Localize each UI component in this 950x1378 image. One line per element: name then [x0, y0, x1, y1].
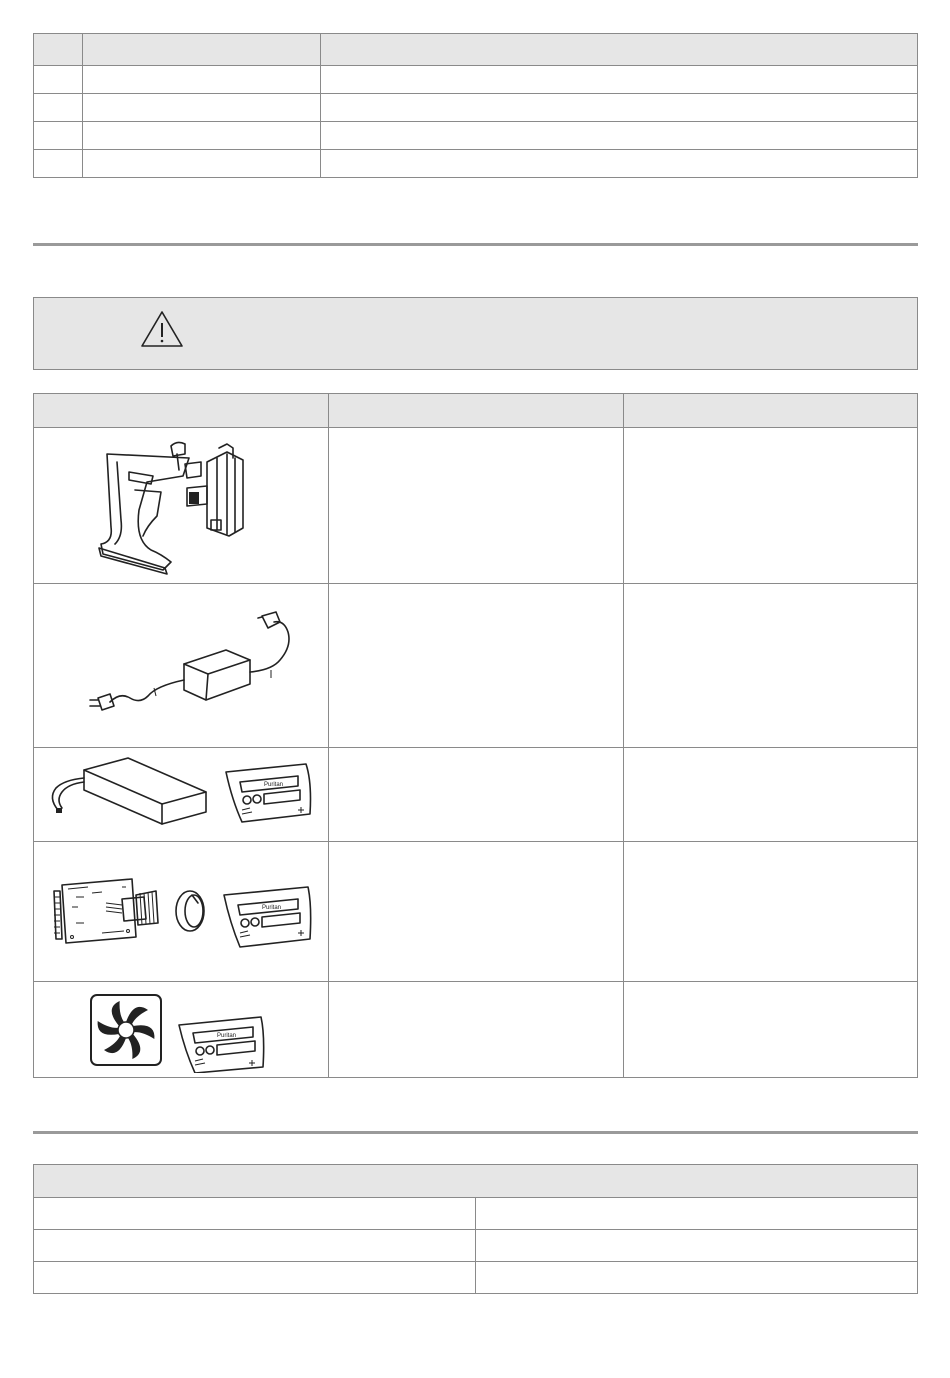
label-logo-text: Puritan — [217, 1032, 237, 1039]
parts-table-header — [34, 394, 918, 428]
top-table-header — [34, 34, 918, 66]
part-number — [624, 428, 918, 584]
section-divider — [33, 243, 918, 246]
table-cell — [83, 66, 321, 94]
table-row — [34, 842, 918, 982]
bottom-table — [33, 1164, 918, 1294]
fan-and-label-illustration — [81, 987, 281, 1073]
table-row — [34, 66, 918, 94]
table-cell — [321, 122, 918, 150]
part-number — [624, 584, 918, 748]
part-image-cell — [34, 982, 329, 1078]
table-cell — [83, 150, 321, 178]
table-cell — [83, 122, 321, 150]
parts-table-header-cell — [34, 394, 329, 428]
label-logo-text: Puritan — [264, 781, 284, 788]
table-cell — [476, 1198, 918, 1230]
part-number — [624, 842, 918, 982]
part-image-cell — [34, 842, 329, 982]
part-image-cell — [34, 584, 329, 748]
part-number — [624, 748, 918, 842]
table-row — [34, 1198, 918, 1230]
part-image-cell — [34, 428, 329, 584]
table-row — [34, 428, 918, 584]
table-cell — [476, 1262, 918, 1294]
table-cell — [34, 94, 83, 122]
part-description — [329, 982, 624, 1078]
parts-table-header-cell — [329, 394, 624, 428]
table-cell — [476, 1230, 918, 1262]
part-description — [329, 428, 624, 584]
part-number — [624, 982, 918, 1078]
parts-table-header-cell — [624, 394, 918, 428]
table-cell — [321, 94, 918, 122]
top-table-header-cell — [321, 34, 918, 66]
table-cell — [34, 1230, 476, 1262]
power-adapter-cord-illustration — [66, 606, 296, 726]
table-cell — [34, 122, 83, 150]
circuit-board-ferrite-and-label-illustration — [36, 857, 326, 967]
table-row — [34, 584, 918, 748]
table-cell — [321, 66, 918, 94]
table-cell — [34, 1198, 476, 1230]
part-description — [329, 748, 624, 842]
table-row — [34, 982, 918, 1078]
top-table — [33, 33, 918, 178]
table-row — [34, 1262, 918, 1294]
label-logo-text: Puritan — [262, 904, 282, 911]
table-cell — [34, 150, 83, 178]
table-row — [34, 150, 918, 178]
table-row — [34, 748, 918, 842]
bottom-table-header — [34, 1165, 918, 1198]
table-cell — [34, 1262, 476, 1294]
table-row — [34, 94, 918, 122]
table-cell — [321, 150, 918, 178]
warning-triangle-icon — [140, 310, 184, 348]
parts-table — [33, 393, 918, 1078]
mounting-clamp-illustration — [81, 432, 281, 580]
section-divider — [33, 1131, 918, 1134]
top-table-header-cell — [83, 34, 321, 66]
table-row — [34, 1230, 918, 1262]
part-image-cell — [34, 748, 329, 842]
part-description — [329, 584, 624, 748]
part-description — [329, 842, 624, 982]
table-cell — [34, 66, 83, 94]
warning-box — [33, 297, 918, 370]
bottom-table-header-cell — [34, 1165, 918, 1198]
top-table-header-cell — [34, 34, 83, 66]
table-cell — [83, 94, 321, 122]
table-row — [34, 122, 918, 150]
battery-pack-and-label-illustration — [36, 752, 326, 838]
